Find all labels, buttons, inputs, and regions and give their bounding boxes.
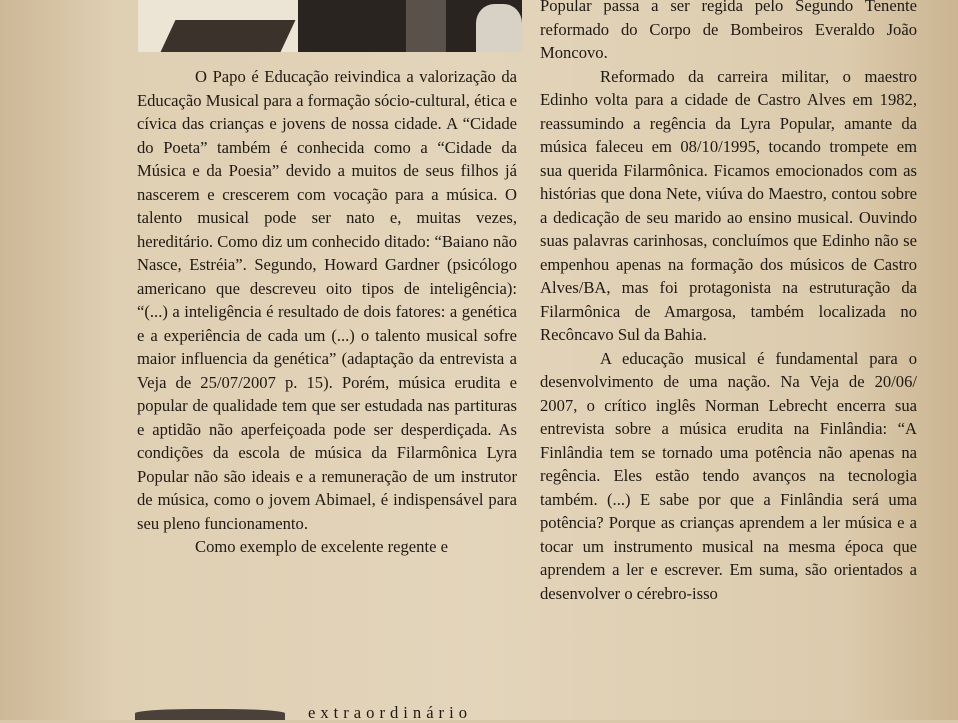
- top-photo: [138, 0, 522, 52]
- left-paragraph-1: O Papo é Educação reivindica a valorização da Educação Musical para a formação sócio-cultural, ética e cívica das crianças e jovens de nossa cidade. A “Cidade do Poeta” também é conhecida como a “Cidade da Música e da Poesia” devido a muitos de seus filhos já nascerem e crescerem com vocação para a música. O talento musical pode ser nato e, muitas vezes, hereditário. Como diz um conhecido ditado: “Baiano não Nasce, Estréia”. Segundo, Howard Gardner (psicólogo americano que descreveu oito tipos de inteligência): “(...) a inteligência é resultado de dois fatores: a genética e a experiência de cada um (...) o talento musical sofre maior influencia da genética” (adaptação da entrevista a Veja de 25/07/2007 p. 15). Porém, música erudita e popular de qualidade tem que ser estudada nas partituras e aptidão não aperfeiçoada pode ser desperdiçada. As condições da escola de música da Filarmônica Lyra Popular não são ideais e a remuneração de um instrutor de música, como o jovem Abimael, é indispensável para seu pleno funcionamento.: [137, 67, 517, 533]
- right-column: [540, 0, 917, 605]
- photo-region-person: [476, 4, 522, 52]
- right-paragraph-3: A educação musical é fundamental para o desenvolvimento de uma nação. Na Veja de 20/06/ 2007, o crítico inglês Norman Lebrecht encerra sua entrevista sobre a música erudita na Finlândia: “A Finlândia tem se tornado uma potência não apenas na regência. Eles estão tendo avanços na tecnologia também. (...) E sabe por que a Finlândia será uma potência? Porque as crianças aprendem a ler música e a tocar um instrumento musical na mesma época que aprendem a ler e escrever. Em suma, são orientados a desenvolver o cérebro-isso: [540, 348, 917, 603]
- photo-region-dark: [161, 20, 296, 52]
- right-paragraph-1: Popular passa a ser regida pelo Segundo Tenente reformado do Corpo de Bombeiros Everaldo João Moncovo.: [540, 0, 917, 62]
- left-paragraph-2: Como exemplo de excelente regente e: [195, 537, 448, 556]
- left-column: [137, 65, 517, 559]
- left-continuation-word: extraordinário: [308, 703, 472, 722]
- bottom-photo: [135, 709, 285, 720]
- right-paragraph-2: Reformado da carreira militar, o maestro Edinho volta para a cidade de Castro Alves em 1982, reassumindo a regência da Lyra Popular, amante da música faleceu em 08/10/1995, tocando trompete em sua querida Filarmônica. Ficamos emocionados com as histórias que dona Nete, viúva do Maestro, contou sobre a dedicação de seu marido ao ensino musical. Ouvindo suas palavras carinhosas, concluímos que Edinho não se empenhou apenas na formação dos músicos de Castro Alves/BA, mas foi protagonista na estruturação da Filarmônica de Amargosa, também localizada no Recôncavo Sul da Bahia.: [540, 66, 917, 344]
- photo-region-figure: [406, 0, 446, 52]
